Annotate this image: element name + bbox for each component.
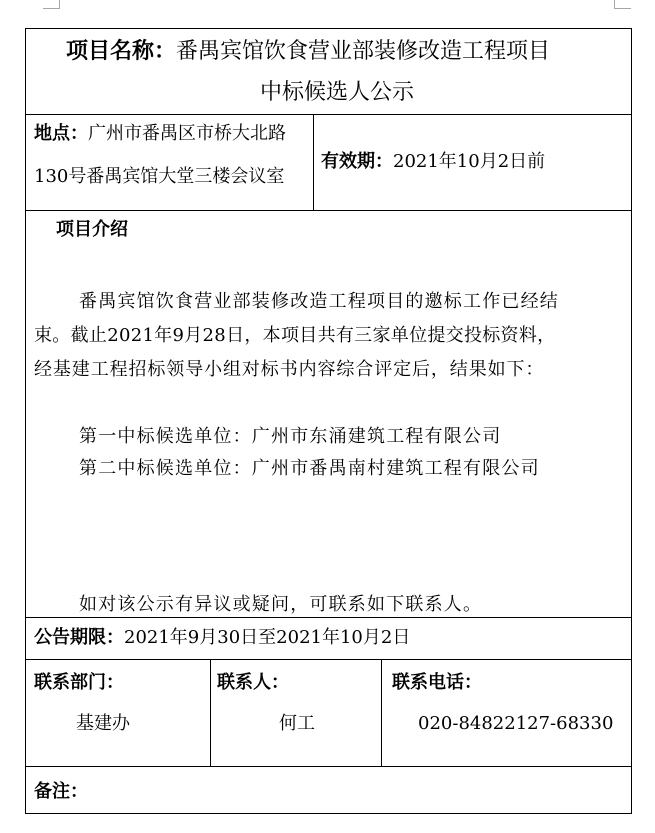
contact-person-label: 联系人： xyxy=(217,672,289,693)
col-divider-contact-2 xyxy=(381,659,382,766)
location-line1 xyxy=(34,123,286,145)
intro-heading: 项目介绍 xyxy=(56,219,128,240)
validity-label: 有效期： xyxy=(321,151,393,172)
period-label: 公告期限： xyxy=(34,627,124,648)
contact-dept-label: 联系部门： xyxy=(34,672,124,693)
notice-table xyxy=(25,28,632,814)
contact-person-value: 何工 xyxy=(279,713,315,734)
col-divider-contact-1 xyxy=(210,659,211,766)
project-name-value: 番禺宾馆饮食营业部装修改造工程项目 xyxy=(176,39,551,64)
candidate-first: 第一中标候选单位：广州市东涌建筑工程有限公司 xyxy=(79,426,502,447)
crop-mark-top-left xyxy=(43,0,60,9)
location-value-line2: 130号番禺宾馆大堂三楼会议室 xyxy=(34,166,285,187)
intro-paragraph-line3: 经基建工程招标领导小组对标书内容综合评定后，结果如下： xyxy=(34,359,545,380)
contact-phone-value: 020-84822127-68330 xyxy=(418,713,614,734)
location-value-line1: 广州市番禺区市桥大北路 xyxy=(88,123,286,144)
col-divider-location xyxy=(313,114,314,210)
contact-phone-label: 联系电话： xyxy=(392,672,482,693)
crop-mark-top-right xyxy=(614,0,631,9)
row-divider-contact xyxy=(26,766,631,767)
row-divider-period xyxy=(26,659,631,660)
location-label: 地点： xyxy=(34,123,88,144)
project-title-line1 xyxy=(66,38,550,66)
inquiry-note: 如对该公示有异议或疑问，可联系如下联系人。 xyxy=(79,594,483,615)
row-divider-title xyxy=(26,114,631,115)
project-title-line2: 中标候选人公示 xyxy=(260,80,415,105)
validity-value: 2021年10月2日前 xyxy=(393,151,546,172)
project-name-label: 项目名称： xyxy=(66,39,177,64)
period-value: 2021年9月30日至2021年10月2日 xyxy=(124,627,411,648)
remarks-label: 备注： xyxy=(34,781,88,802)
candidate-second: 第二中标候选单位：广州市番禺南村建筑工程有限公司 xyxy=(79,458,540,479)
row-divider-location xyxy=(26,210,631,211)
announcement-period xyxy=(34,627,410,649)
row-divider-intro xyxy=(26,617,631,618)
intro-paragraph-line2: 束。截止2021年9月28日，本项目共有三家单位提交投标资料， xyxy=(34,325,556,346)
intro-paragraph-line1: 番禺宾馆饮食营业部装修改造工程项目的邀标工作已经结 xyxy=(79,291,559,312)
validity xyxy=(321,151,545,173)
contact-dept-value: 基建办 xyxy=(76,713,130,734)
